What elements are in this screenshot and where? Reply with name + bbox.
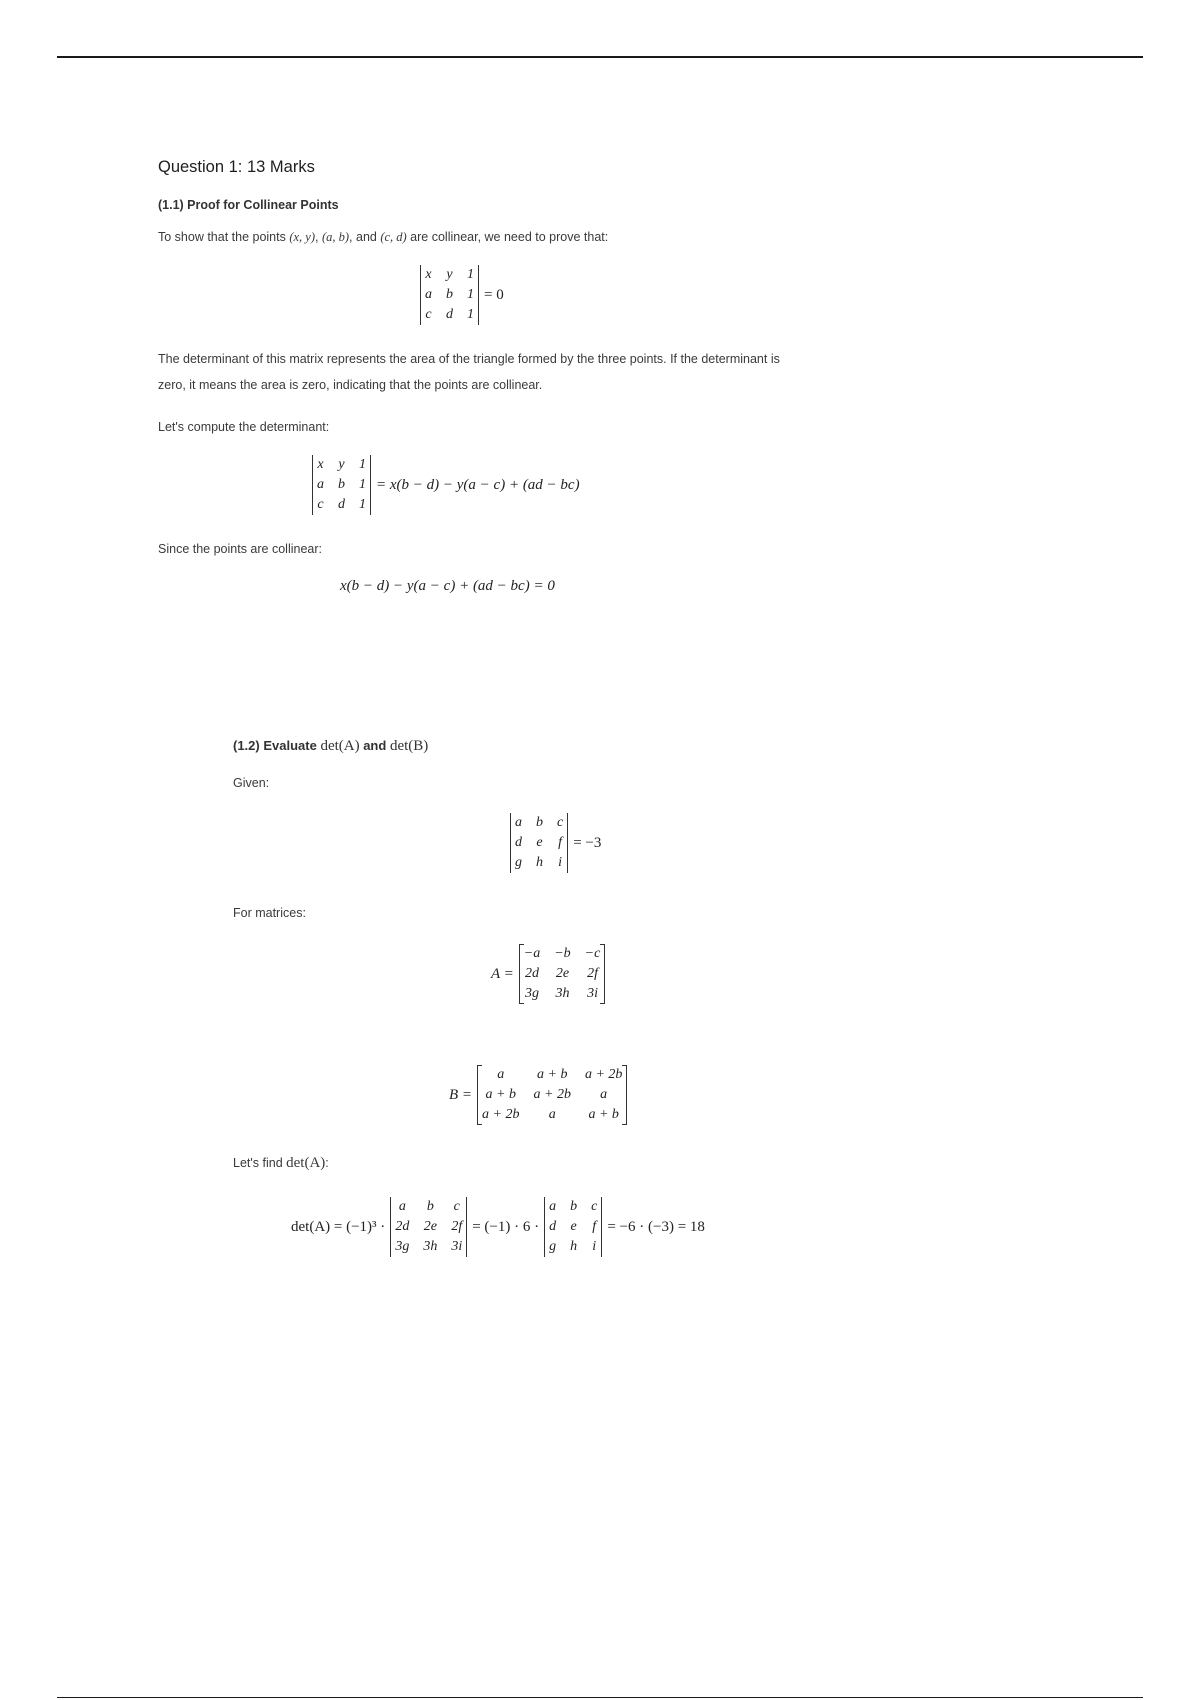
given-matrix: [510, 813, 568, 873]
matrix-cell: a + b: [537, 1067, 568, 1082]
top-rule: [57, 56, 1143, 58]
det-a-result: = −6 · (−3) = 18: [607, 1218, 705, 1235]
matrix-cell: 2f: [587, 966, 598, 981]
matrix-cell: a + 2b: [584, 1067, 623, 1082]
scaled-matrix: [390, 1197, 467, 1257]
matrix-cell: a + b: [588, 1107, 619, 1122]
matrix-cell: 1: [467, 267, 474, 282]
section-1-2-title: (1.2) Evaluate det(A) and det(B): [233, 738, 429, 754]
matrix-a-label: A =: [491, 965, 514, 982]
given-value: = −3: [573, 834, 602, 851]
det-a-lhs: det(A) = (−1)³ ·: [291, 1218, 386, 1235]
bottom-rule: [57, 1697, 1143, 1698]
determinant-matrix: [312, 455, 371, 515]
find-det-label: Let's find det(A):: [233, 1155, 329, 1171]
matrix-cell: b: [570, 1199, 578, 1214]
section-1-1-title: (1.1) Proof for Collinear Points: [158, 198, 339, 212]
matrix-b-label: B =: [449, 1086, 473, 1103]
matrix-cell: i: [558, 855, 563, 870]
matrix-cell: 1: [467, 307, 474, 322]
matrix-cell: h: [570, 1239, 578, 1254]
matrix-cell: c: [591, 1199, 598, 1214]
matrix-cell: 3g: [524, 986, 539, 1001]
matrix-cell: 2e: [423, 1219, 437, 1234]
matrix-cell: c: [317, 497, 324, 512]
matrix-cell: a: [549, 1199, 557, 1214]
matrix-cell: d: [549, 1219, 557, 1234]
determinant-expansion: [310, 455, 583, 515]
matrix-cell: a: [317, 477, 324, 492]
matrix-cell: y: [338, 457, 345, 472]
matrix-cell: 2f: [451, 1219, 463, 1234]
given-determinant: [508, 813, 604, 873]
original-matrix: [544, 1197, 602, 1257]
explanation-paragraph: The determinant of this matrix represents the area of the triangle formed by the three points. If the determinant is zero, it means the area is zero, indicating that the points are collinear.: [158, 352, 780, 392]
matrix-cell: 1: [359, 497, 366, 512]
collinear-determinant-equation: [418, 265, 507, 325]
matrix-cell: 3g: [395, 1239, 410, 1254]
matrix-cell: a: [600, 1087, 608, 1102]
matrix-cell: d: [446, 307, 453, 322]
matrix-cell: h: [536, 855, 543, 870]
matrix-cell: a: [425, 287, 432, 302]
since-label: Since the points are collinear:: [158, 542, 322, 556]
compute-label: Let's compute the determinant:: [158, 420, 330, 434]
matrix-a-definition: [488, 944, 607, 1004]
matrix-cell: g: [515, 855, 522, 870]
matrix-cell: a: [497, 1067, 505, 1082]
matrix-a: [519, 944, 606, 1004]
matrix-cell: i: [592, 1239, 597, 1254]
intro-text: To show that the points (x, y), (a, b), and (c, d) are collinear, we need to prove that:: [158, 230, 609, 244]
determinant-matrix: [420, 265, 479, 325]
matrix-cell: b: [536, 815, 543, 830]
matrix-cell: g: [549, 1239, 557, 1254]
matrix-cell: a + 2b: [482, 1107, 520, 1122]
for-matrices-label: For matrices:: [233, 906, 306, 920]
matrix-cell: 2e: [555, 966, 570, 981]
matrix-cell: a: [398, 1199, 406, 1214]
matrix-cell: d: [515, 835, 522, 850]
matrix-cell: a: [515, 815, 522, 830]
collinear-condition: x(b − d) − y(a − c) + (ad − bc) = 0: [340, 578, 555, 594]
matrix-cell: 1: [359, 477, 366, 492]
matrix-cell: 3i: [587, 986, 598, 1001]
equals-zero: = 0: [484, 286, 504, 303]
matrix-cell: d: [338, 497, 345, 512]
matrix-cell: c: [557, 815, 564, 830]
matrix-cell: 3h: [423, 1239, 438, 1254]
matrix-b: [477, 1065, 627, 1125]
matrix-cell: −c: [584, 946, 601, 961]
matrix-cell: b: [338, 477, 345, 492]
matrix-cell: a + b: [485, 1087, 516, 1102]
matrix-cell: b: [446, 287, 453, 302]
matrix-cell: 2d: [395, 1219, 410, 1234]
matrix-cell: a: [548, 1107, 556, 1122]
matrix-cell: b: [426, 1199, 434, 1214]
matrix-cell: 2d: [524, 966, 539, 981]
matrix-b-definition: [446, 1065, 629, 1125]
matrix-cell: a + 2b: [533, 1087, 571, 1102]
matrix-cell: f: [592, 1219, 597, 1234]
matrix-cell: 3i: [451, 1239, 463, 1254]
given-label: Given:: [233, 776, 270, 790]
matrix-cell: c: [425, 307, 432, 322]
question-heading: Question 1: 13 Marks: [158, 158, 315, 176]
matrix-cell: c: [453, 1199, 460, 1214]
matrix-cell: y: [446, 267, 453, 282]
matrix-cell: −b: [554, 946, 571, 961]
matrix-cell: −a: [523, 946, 541, 961]
det-a-computation: [288, 1197, 708, 1257]
matrix-cell: 3h: [555, 986, 570, 1001]
det-a-middle: = (−1) · 6 ·: [472, 1218, 540, 1235]
matrix-cell: x: [425, 267, 432, 282]
matrix-cell: 1: [359, 457, 366, 472]
matrix-cell: 1: [467, 287, 474, 302]
matrix-cell: x: [317, 457, 324, 472]
expansion-result: = x(b − d) − y(a − c) + (ad − bc): [376, 476, 580, 493]
matrix-cell: f: [558, 835, 563, 850]
matrix-cell: e: [570, 1219, 577, 1234]
matrix-cell: e: [536, 835, 543, 850]
